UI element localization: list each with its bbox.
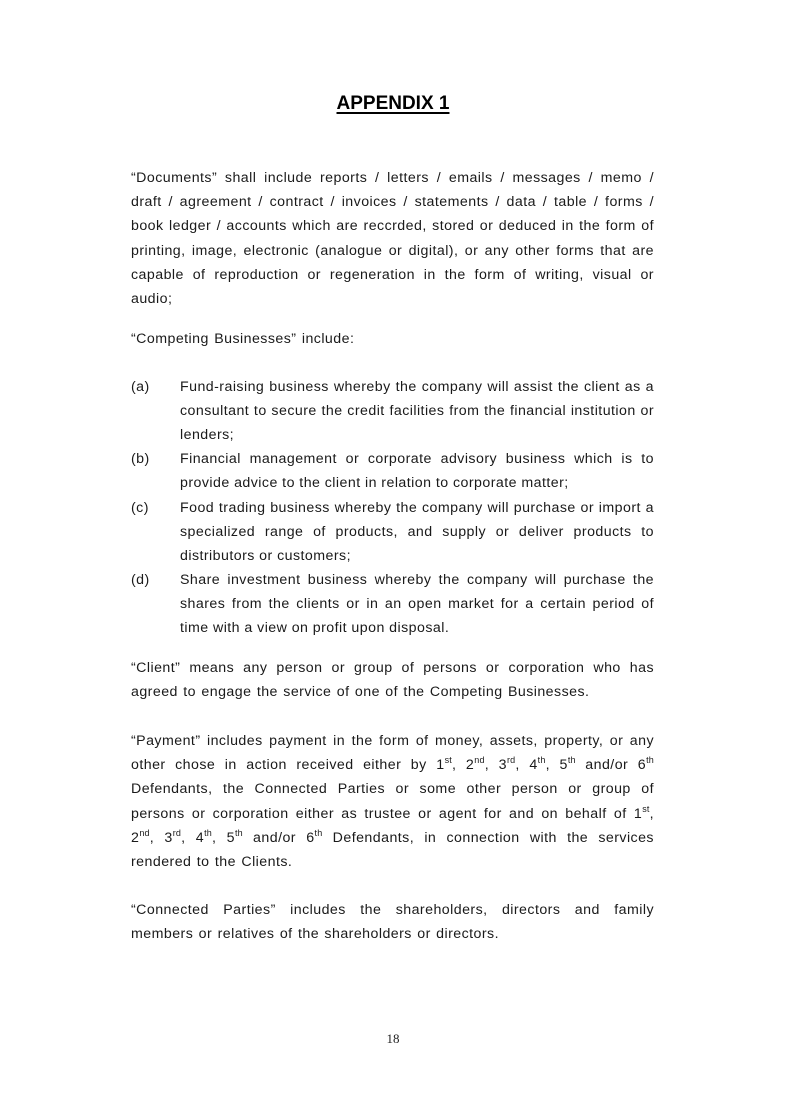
definition-payment: “Payment” includes payment in the form of money, assets, property, or any other chose in action received either by 1st, 2nd, 3rd, 4th, 5th and/or 6th Defendants, the Connected Parties or some other person or group of persons or corporation either as trustee or agent for and on behalf of 1st, 2nd, 3rd, 4th, 5th and/or 6th Defendants, in connection with the services rendered to the Clients. <box>131 733 654 871</box>
item-text: Share investment business whereby the company will purchase the shares from the clients or in an open market for a certain period of time with a view on profit upon disposal. <box>180 572 654 637</box>
definition-documents: “Documents” shall include reports / letters / emails / messages / memo / draft / agreement / contract / invoices / statements / data / table / forms / book ledger / accounts which are reccrded, stored or deduced in the form of printing, image, electronic (analogue or digital), or any other forms that are capable of reproduction or regeneration in the form of writing, visual or audio; <box>131 170 654 308</box>
item-label: (a) <box>131 379 150 395</box>
definition-competing-intro: “Competing Businesses” include: <box>131 331 355 347</box>
page-number: 18 <box>386 1031 400 1046</box>
item-text: Food trading business whereby the company will purchase or import a specialized range of products, and supply or deliver products to distributors or customers; <box>180 500 654 565</box>
definition-connected-parties: “Connected Parties” includes the shareholders, directors and family members or relatives of the shareholders or directors. <box>131 902 654 943</box>
definition-client: “Client” means any person or group of persons or corporation who has agreed to engage the service of one of the Competing Businesses. <box>131 660 654 701</box>
item-label: (d) <box>131 572 150 588</box>
item-text: Fund-raising business whereby the company will assist the client as a consultant to secure the credit facilities from the financial institution or lenders; <box>180 379 654 444</box>
item-label: (c) <box>131 500 149 516</box>
item-text: Financial management or corporate advisory business which is to provide advice to the client in relation to corporate matter; <box>180 451 654 492</box>
item-label: (b) <box>131 451 150 467</box>
page-title: APPENDIX 1 <box>336 93 450 114</box>
